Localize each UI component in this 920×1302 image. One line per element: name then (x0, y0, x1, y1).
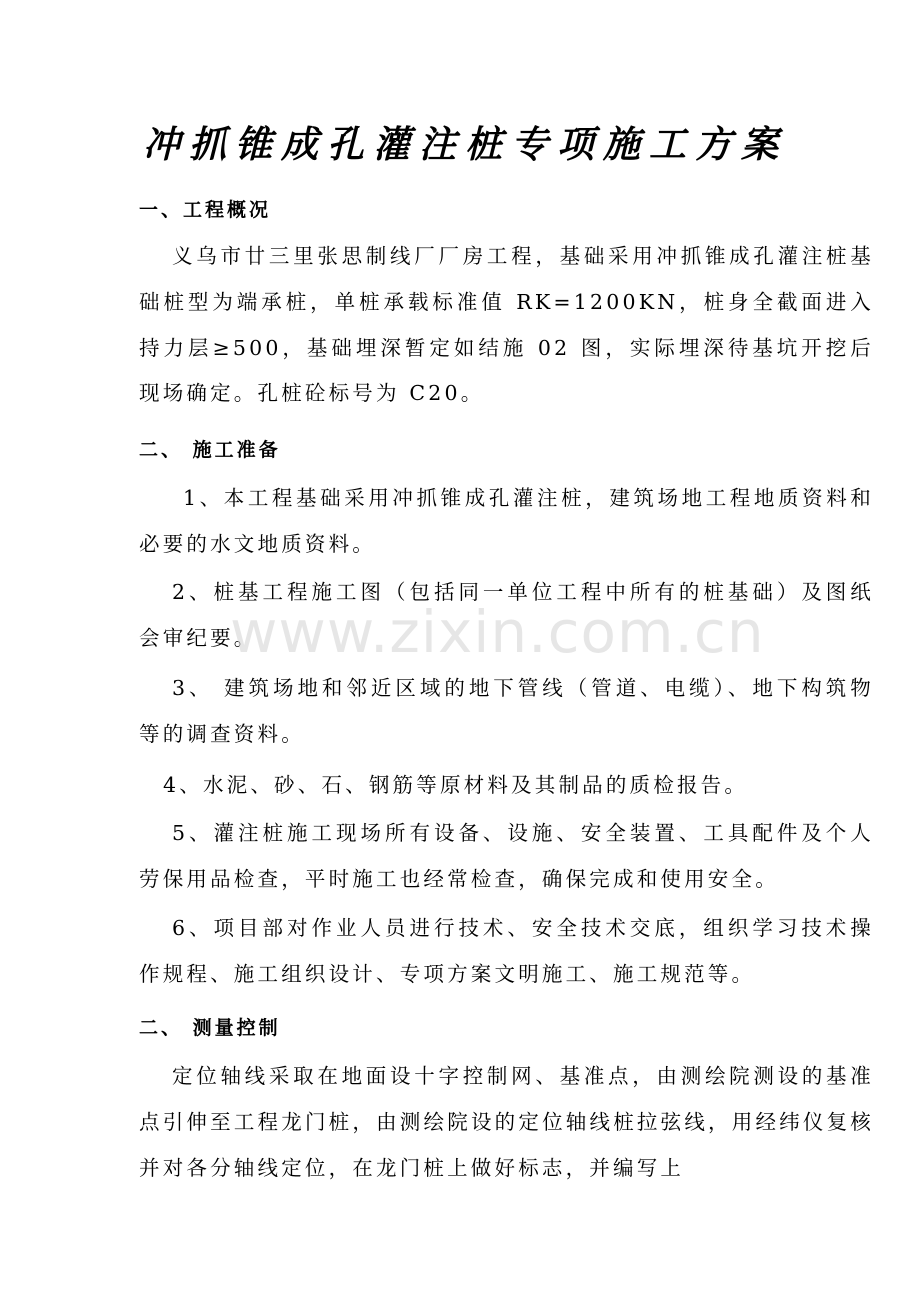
paragraph-prep-5: 5、灌注桩施工现场所有设备、设施、安全装置、工具配件及个人劳保用品检查，平时施工也经常检查，确保完成和使用安全。 (139, 821, 874, 891)
paragraph-prep-1: 1、本工程基础采用冲抓锥成孔灌注桩，建筑场地工程地质资料和必要的水文地质资料。 (139, 486, 874, 556)
document-title: 冲抓锥成孔灌注桩专项施工方案 (143, 122, 787, 166)
section-heading-preparation: 二、 施工准备 (139, 439, 281, 461)
paragraph-survey: 定位轴线采取在地面设十字控制网、基准点，由测绘院测设的基准点引伸至工程龙门桩，由测绘院设的定位轴线桩拉弦线，用经纬仪复核并对各分轴线定位，在龙门桩上做好标志，并编写上 (139, 1064, 874, 1180)
section-heading-overview: 一、工程概况 (139, 199, 272, 221)
paragraph-overview: 义乌市廿三里张思制线厂厂房工程，基础采用冲抓锥成孔灌注桩基础桩型为端承桩，单桩承载标准值 RK=1200KN，桩身全截面进入持力层≥500，基础埋深暂定如结施 02 图，实际埋深待基坑开挖后现场确定。孔桩砼标号为 C20。 (139, 244, 874, 406)
paragraph-prep-4: 4、水泥、砂、石、钢筋等原材料及其制品的质检报告。 (163, 773, 749, 797)
paragraph-prep-2: 2、桩基工程施工图（包括同一单位工程中所有的桩基础）及图纸会审纪要。 (139, 580, 874, 650)
watermark: www.zixin.com.cn (230, 598, 765, 666)
paragraph-prep-3: 3、 建筑场地和邻近区域的地下管线（管道、电缆）、地下构筑物等的调查资料。 (139, 676, 874, 746)
section-heading-survey: 二、 测量控制 (139, 1017, 281, 1039)
paragraph-prep-6: 6、项目部对作业人员进行技术、安全技术交底，组织学习技术操作规程、施工组织设计、专项方案文明施工、施工规范等。 (139, 916, 874, 986)
